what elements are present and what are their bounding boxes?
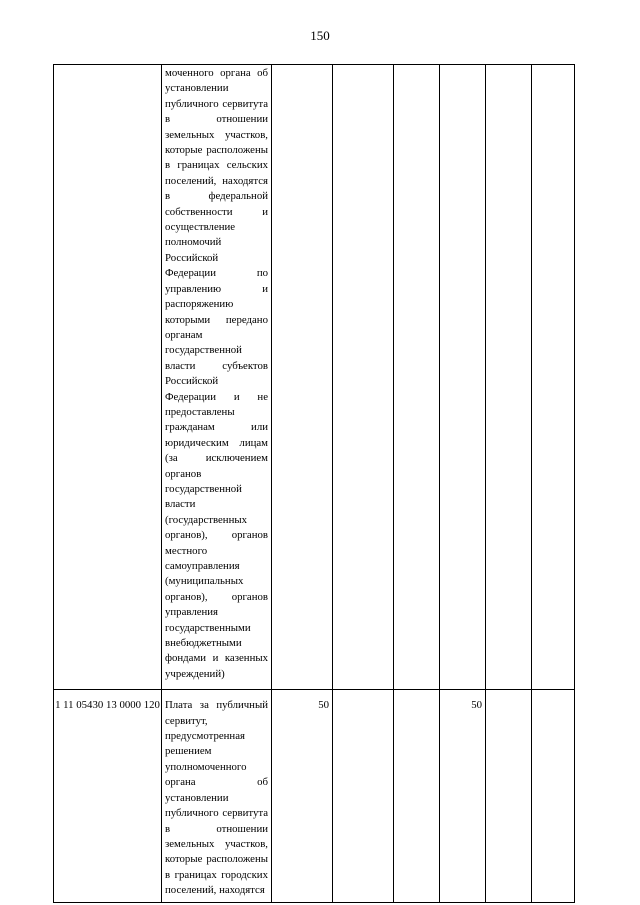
value-cell bbox=[486, 690, 532, 902]
description-cell bbox=[162, 65, 272, 690]
value-cell: 50 bbox=[440, 690, 486, 902]
page-number: 150 bbox=[310, 28, 330, 43]
value-cell bbox=[532, 65, 575, 690]
value-cell bbox=[394, 65, 440, 690]
value-cell: 50 bbox=[272, 690, 333, 902]
description-text: моченного органа об установлении публичного сервитута в отношении земельных участков, которые расположены в границах сельских поселений, находятся в федеральной собственности и осуществление полномочий Российской Федерации по управлению и распоряжению которыми передано органам государственной власти субъектов Российской Федерации и не предоставлены гражданам или юридическим лицам (за исключением органов государственной власти (государственных органов), органов местного самоуправления (муниципальных органов), органов управления государственными внебюджетными фондами и казенных учреждений) bbox=[165, 67, 268, 680]
description-text: Плата за публичный сервитут, предусмотренная решением уполномоченного органа об установлении публичного сервитута в отношении земельных участков, которые расположены в границах городских поселений, находятся bbox=[165, 699, 268, 897]
value-cell bbox=[532, 690, 575, 902]
table-row bbox=[54, 690, 575, 902]
value-cell bbox=[440, 65, 486, 690]
description-cell bbox=[162, 690, 272, 902]
budget-code-cell: 1 11 05430 13 0000 120 bbox=[54, 690, 162, 902]
budget-code-cell bbox=[54, 65, 162, 690]
value-cell bbox=[486, 65, 532, 690]
value-cell bbox=[272, 65, 333, 690]
value-cell bbox=[394, 690, 440, 902]
value-cell bbox=[333, 65, 394, 690]
value-cell bbox=[333, 690, 394, 902]
table-row bbox=[54, 65, 575, 690]
budget-table bbox=[53, 64, 575, 903]
